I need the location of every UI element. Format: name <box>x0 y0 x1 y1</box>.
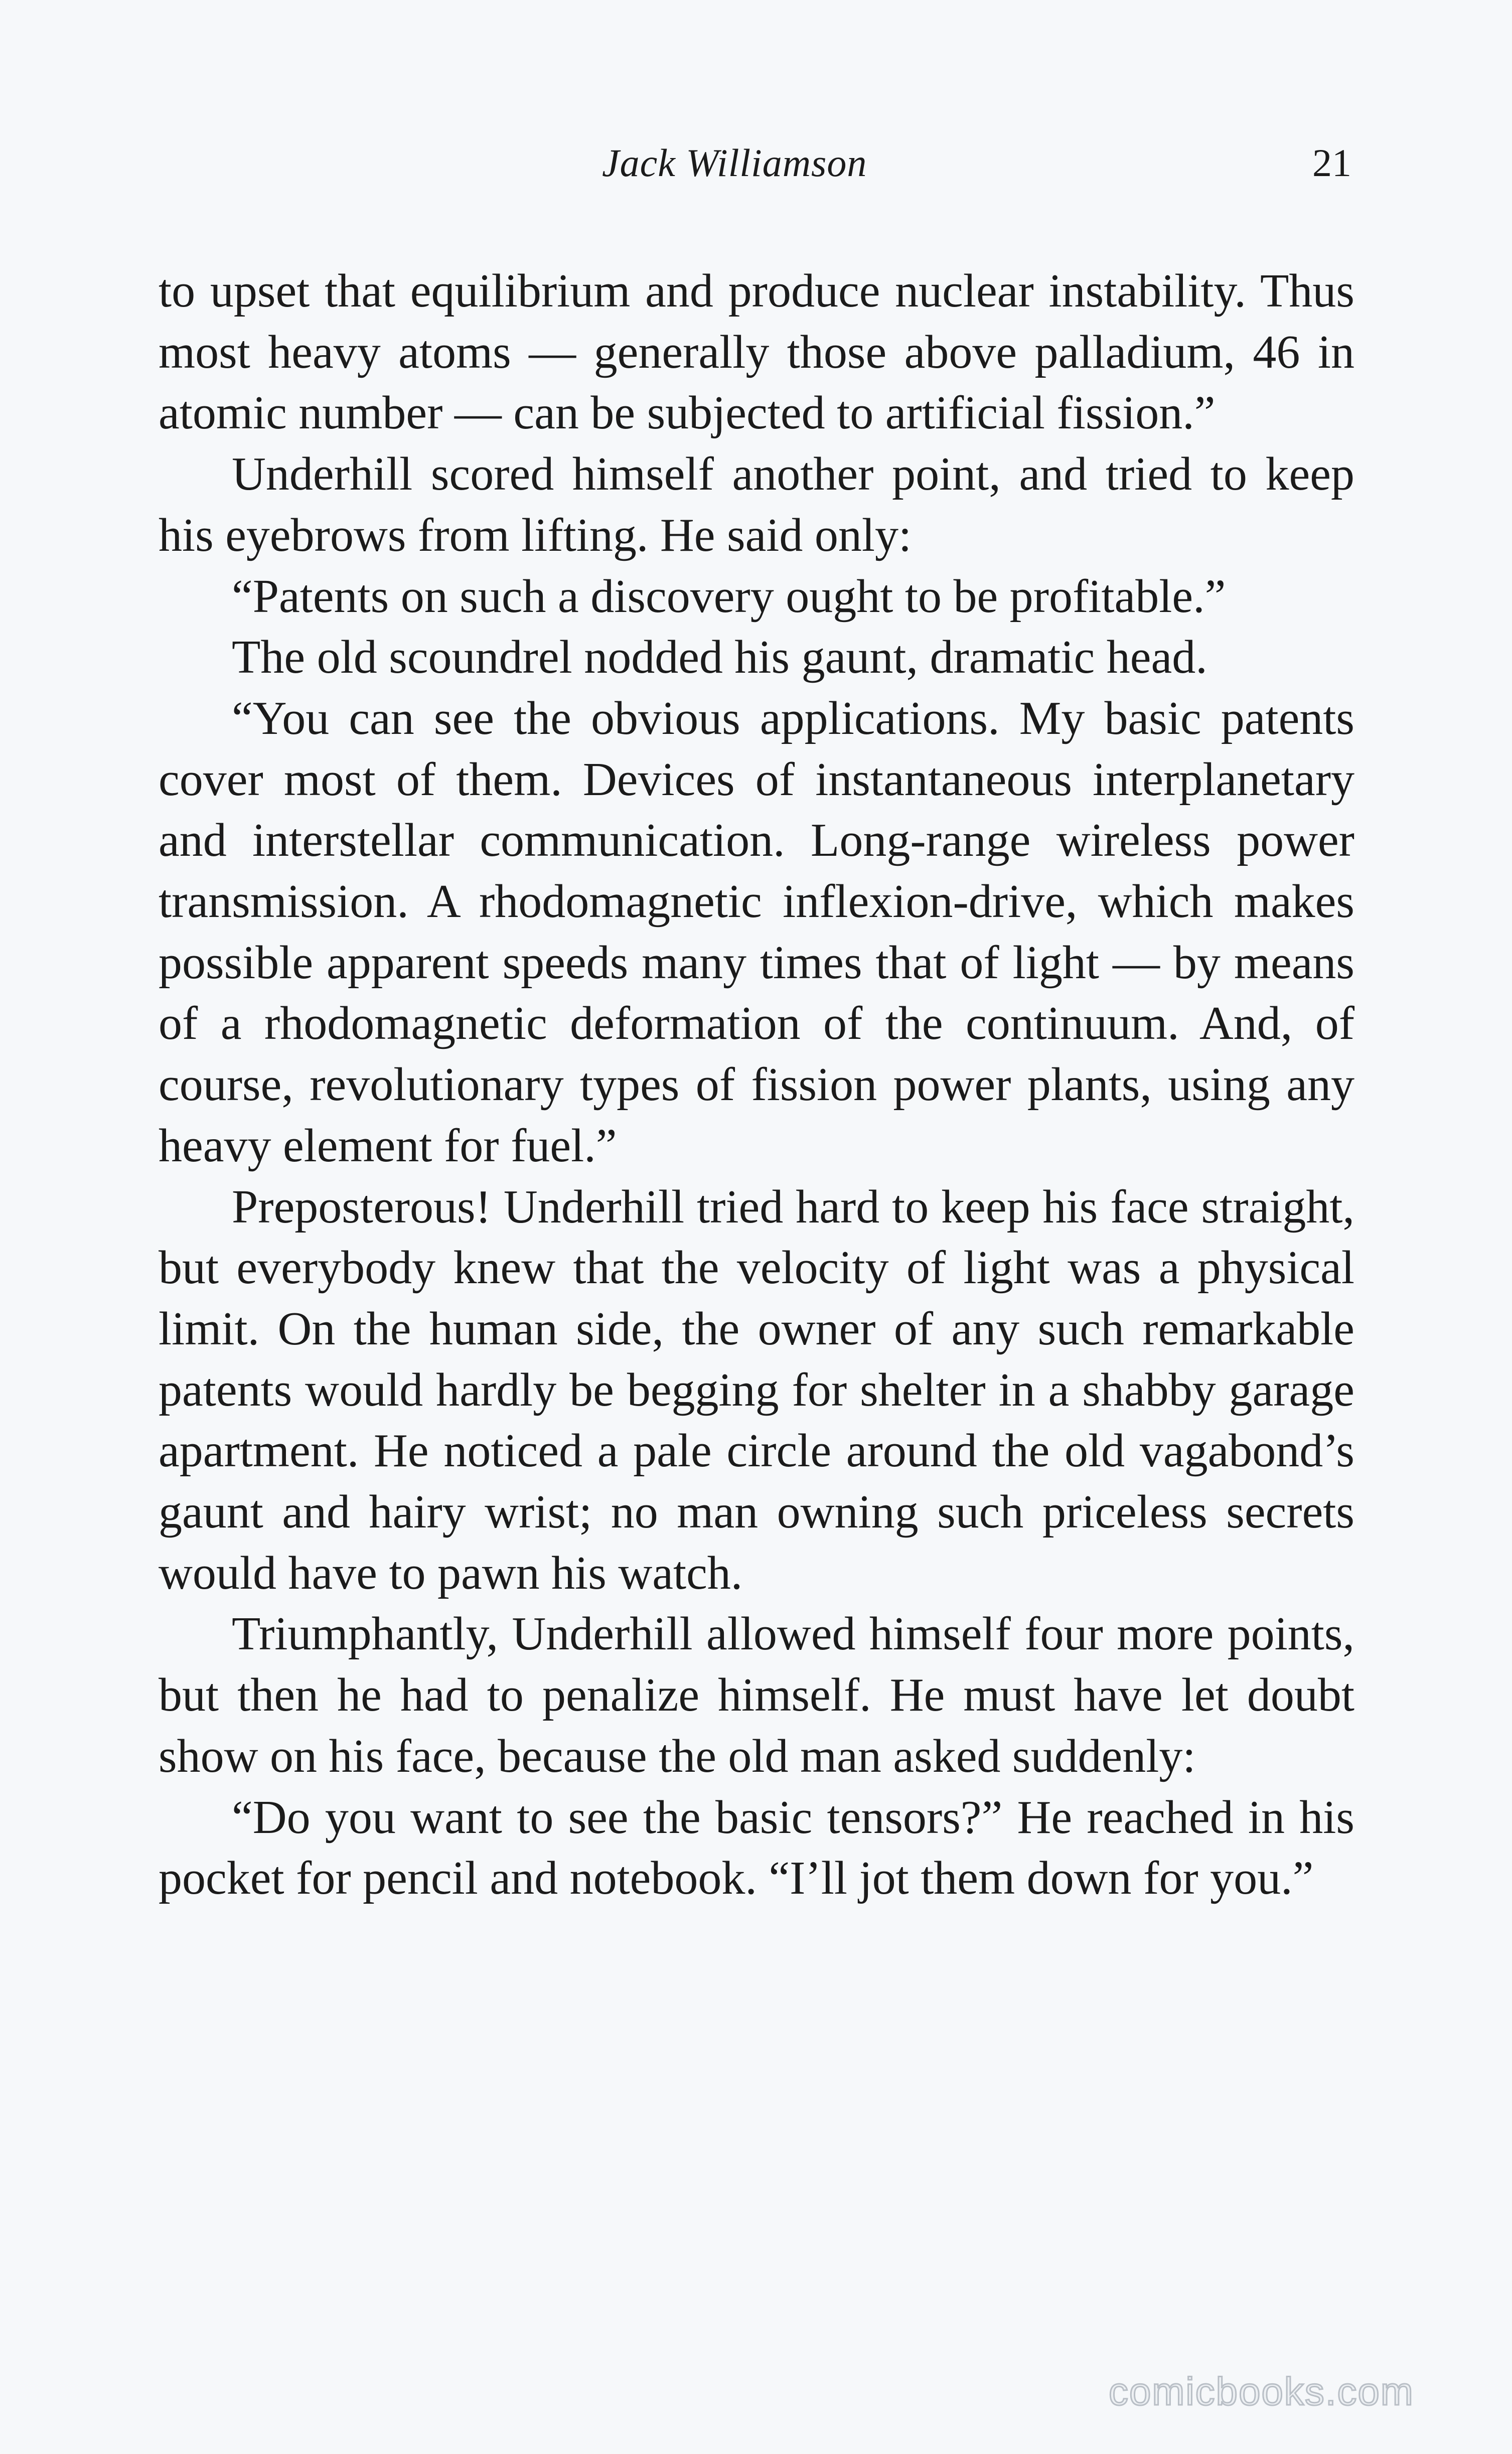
paragraph: Underhill scored himself another point, and tried to keep his eyebrows from lifting. He said only: <box>159 448 1354 561</box>
watermark: comicbooks.com <box>1109 2369 1414 2413</box>
running-title: Jack Williamson <box>602 141 867 185</box>
paragraph: “Do you want to see the basic tensors?” He reached in his pocket for pencil and notebook. “I’ll jot them down for you.” <box>159 1791 1354 1905</box>
running-head <box>0 135 1512 196</box>
body-text <box>159 261 1354 1909</box>
paragraph: Triumphantly, Underhill allowed himself four more points, but then he had to penalize himself. He must have let doubt show on his face, because the old man asked suddenly: <box>159 1608 1354 1782</box>
paragraph: “Patents on such a discovery ought to be profitable.” <box>232 570 1226 623</box>
paragraph: “You can see the obvious applications. My basic patents cover most of them. Devices of instantaneous interplanetary and interstellar communication. Long-range wireless power transmission. A rhodomagnetic inflexion-drive, which makes possible apparent speeds many times that of light — by means of a rhodomagnetic deformation of the continuum. And, of course, revolutionary types of fission power plants, using any heavy element for fuel.” <box>159 692 1354 1172</box>
paragraph: to upset that equilibrium and produce nuclear instability. Thus most heavy atoms — generally those above palladium, 46 in atomic number — can be subjected to artificial fission.” <box>159 265 1354 439</box>
paragraph: The old scoundrel nodded his gaunt, dramatic head. <box>232 631 1207 684</box>
page-number: 21 <box>1312 141 1351 185</box>
paragraph: Preposterous! Underhill tried hard to keep his face straight, but everybody knew that the velocity of light was a physical limit. On the human side, the owner of any such remarkable patents would hardly be begging for shelter in a shabby garage apartment. He noticed a pale circle around the old vagabond’s gaunt and hairy wrist; no man owning such priceless secrets would have to pawn his watch. <box>159 1180 1354 1599</box>
